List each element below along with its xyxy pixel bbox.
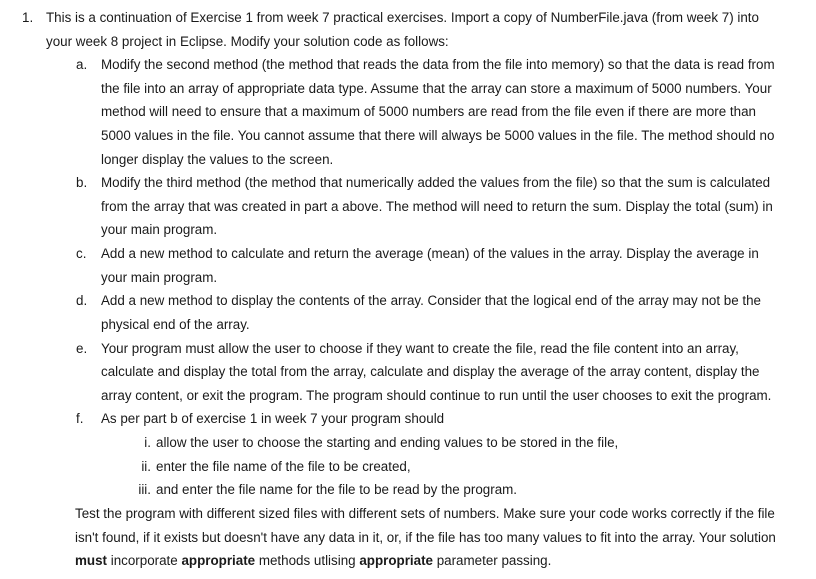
part-line: Modify the second method (the method that reads the data from the file into memory) so that the data is read from [101, 57, 775, 72]
part-label: b. [76, 175, 88, 190]
closing-line: Test the program with different sized files with different sets of numbers. Make sure your code works correctly if the file [75, 506, 775, 521]
part-label: e. [76, 341, 88, 356]
subitem-text: and enter the file name for the file to be read by the program. [156, 482, 518, 497]
intro-line: This is a continuation of Exercise 1 from week 7 practical exercises. Import a copy of NumberFile.java (from week 7) into [46, 10, 759, 25]
part-line: Add a new method to calculate and return the average (mean) of the values in the array. Display the average in [101, 246, 759, 261]
part-label: a. [76, 57, 88, 72]
part-label: d. [76, 293, 88, 308]
subitem-text: enter the file name of the file to be created, [156, 459, 411, 474]
emphasis-appropriate: appropriate [359, 553, 433, 568]
part-line: Your program must allow the user to choose if they want to create the file, read the file content into an array, [101, 341, 739, 356]
part-line: Modify the third method (the method that numerically added the values from the file) so that the sum is calculated [101, 175, 771, 190]
part-line: 5000 values in the file. You cannot assume that there will always be 5000 values in the file. The method should no [101, 128, 775, 143]
intro-line: your week 8 project in Eclipse. Modify your solution code as follows: [46, 34, 449, 49]
part-line: the file into an array of appropriate data type. Assume that the array can store a maximum of 5000 numbers. Your [101, 81, 772, 96]
emphasis-must: must [75, 553, 107, 568]
part-label: f. [76, 411, 84, 426]
part-line: As per part b of exercise 1 in week 7 your program should [101, 411, 445, 426]
subitem-label: i. [144, 435, 151, 450]
closing-text: parameter passing. [432, 553, 552, 568]
part-label: c. [76, 246, 87, 261]
closing-text: methods utlising [255, 553, 360, 568]
subitem-label: ii. [141, 459, 151, 474]
exercise-number: 1. [22, 10, 34, 25]
part-line: array content, or exit the program. The program should continue to run until the user chooses to exit the program. [101, 388, 772, 403]
closing-text: incorporate [107, 553, 182, 568]
part-line: calculate and display the total from the array, calculate and display the average of the array content, display the [101, 364, 760, 379]
subitem-text: allow the user to choose the starting and ending values to be stored in the file, [156, 435, 619, 450]
closing-line-emphasis [75, 553, 551, 569]
part-line: from the array that was created in part a above. The method will need to return the sum. Display the total (sum) in [101, 199, 773, 214]
part-line: Add a new method to display the contents of the array. Consider that the logical end of the array may not be the [101, 293, 762, 308]
emphasis-appropriate: appropriate [181, 553, 256, 568]
part-line: your main program. [101, 270, 218, 285]
closing-line: isn't found, if it exists but doesn't have any data in it, or, if the file has too many values to fit into the array. Your solution [75, 530, 776, 545]
part-line: your main program. [101, 222, 218, 237]
part-line: physical end of the array. [101, 317, 250, 332]
part-line: longer display the values to the screen. [101, 152, 334, 167]
part-line: method will need to ensure that a maximum of 5000 numbers are read from the file even if there are more than [101, 104, 756, 119]
subitem-label: iii. [138, 482, 151, 497]
